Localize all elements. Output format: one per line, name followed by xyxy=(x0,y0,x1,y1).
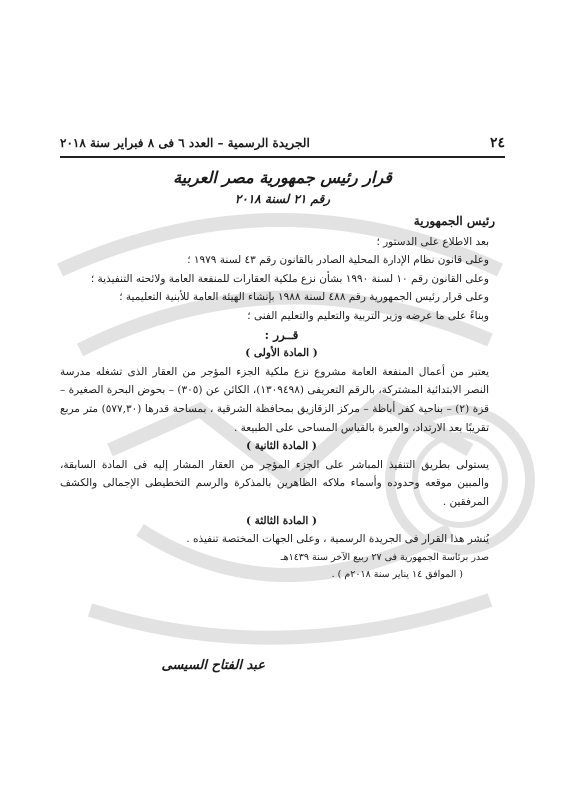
article-text: يستولى بطريق التنفيذ المباشر على الجزء المؤجر من العقار المشار إليه فى المادة السابقة، والمبين موقعه وحدوده وأسماء ملاكه الظاهرين بالمذكرة والرسم التخطيطى الإجمالى والكشف المرفقين . xyxy=(60,458,489,508)
preamble-line: بعد الاطلاع على الدستور ؛ xyxy=(376,235,489,248)
page-header xyxy=(60,132,505,154)
preamble-line: وبناءً على ما عرضه وزير التربية والتعليم والتعليم الفنى ؛ xyxy=(247,309,489,322)
preamble-line: وعلى القانون رقم ١٠ لسنة ١٩٩٠ بشأن نزع ملكية العقارات للمنفعة العامة ولائحته التنفيذية ؛ xyxy=(90,272,489,285)
article-text: يُنشر هذا القرار فى الجريدة الرسمية ، وعلى الجهات المختصة تنفيذه . xyxy=(186,533,489,546)
article-text: يعتبر من أعمال المنفعة العامة مشروع نزع ملكية الجزء المؤجر من العقار الذى تشغله مدرسة النصر الابتدائية المشتركة، بالرقم التعريفى (١٣٠٩٤٩٨)، الكائن عن (٣٠٥) – بحوض البحرة الصغيرة – قزة (٢) – بناحية كفر أباظة – مركز الزقازيق بمحافظة الشرقية ، بمساحة قدرها (٥٧٧,٣٠) متر مربع تقريبًا بعد الارتداد، والعبرة بالقياس المساحى على الطبيعة . xyxy=(60,365,490,434)
decree-title: قرار رئيس جمهورية مصر العربية xyxy=(173,168,392,187)
gazette-issue-line: الجريدة الرسمية – العدد ٦ فى ٨ فبراير سنة ٢٠١٨ xyxy=(60,136,310,150)
article-heading: ( المادة الثالثة ) xyxy=(246,514,317,527)
header-divider xyxy=(60,156,505,158)
article-heading: ( المادة الأولى ) xyxy=(245,347,318,360)
page-number: ٢٤ xyxy=(489,135,505,151)
president-signature: عبد الفتاح السيسى xyxy=(161,658,265,673)
preamble-line: وعلى قرار رئيس الجمهورية رقم ٤٨٨ لسنة ١٩٨٨ بإنشاء الهيئة العامة للأبنية التعليمية ؛ xyxy=(119,291,489,304)
corresponding-date: ( الموافق ١٤ يناير سنة ٢٠١٨م ) . xyxy=(331,568,463,580)
decree-issuer: رئيس الجمهورية xyxy=(413,214,495,228)
decree-body xyxy=(60,212,503,583)
decree-number: رقم ٢١ لسنة ٢٠١٨ xyxy=(234,192,331,206)
issued-at: صدر برئاسة الجمهورية فى ٢٧ ربيع الآخر سنة ١٤٣٩هـ xyxy=(280,551,489,563)
article-heading: ( المادة الثانية ) xyxy=(246,440,317,453)
preamble-line: وعلى قانون نظام الإدارة المحلية الصادر بالقانون رقم ٤٣ لسنة ١٩٧٩ ؛ xyxy=(187,254,489,267)
decided-label: قــرر : xyxy=(264,327,299,342)
